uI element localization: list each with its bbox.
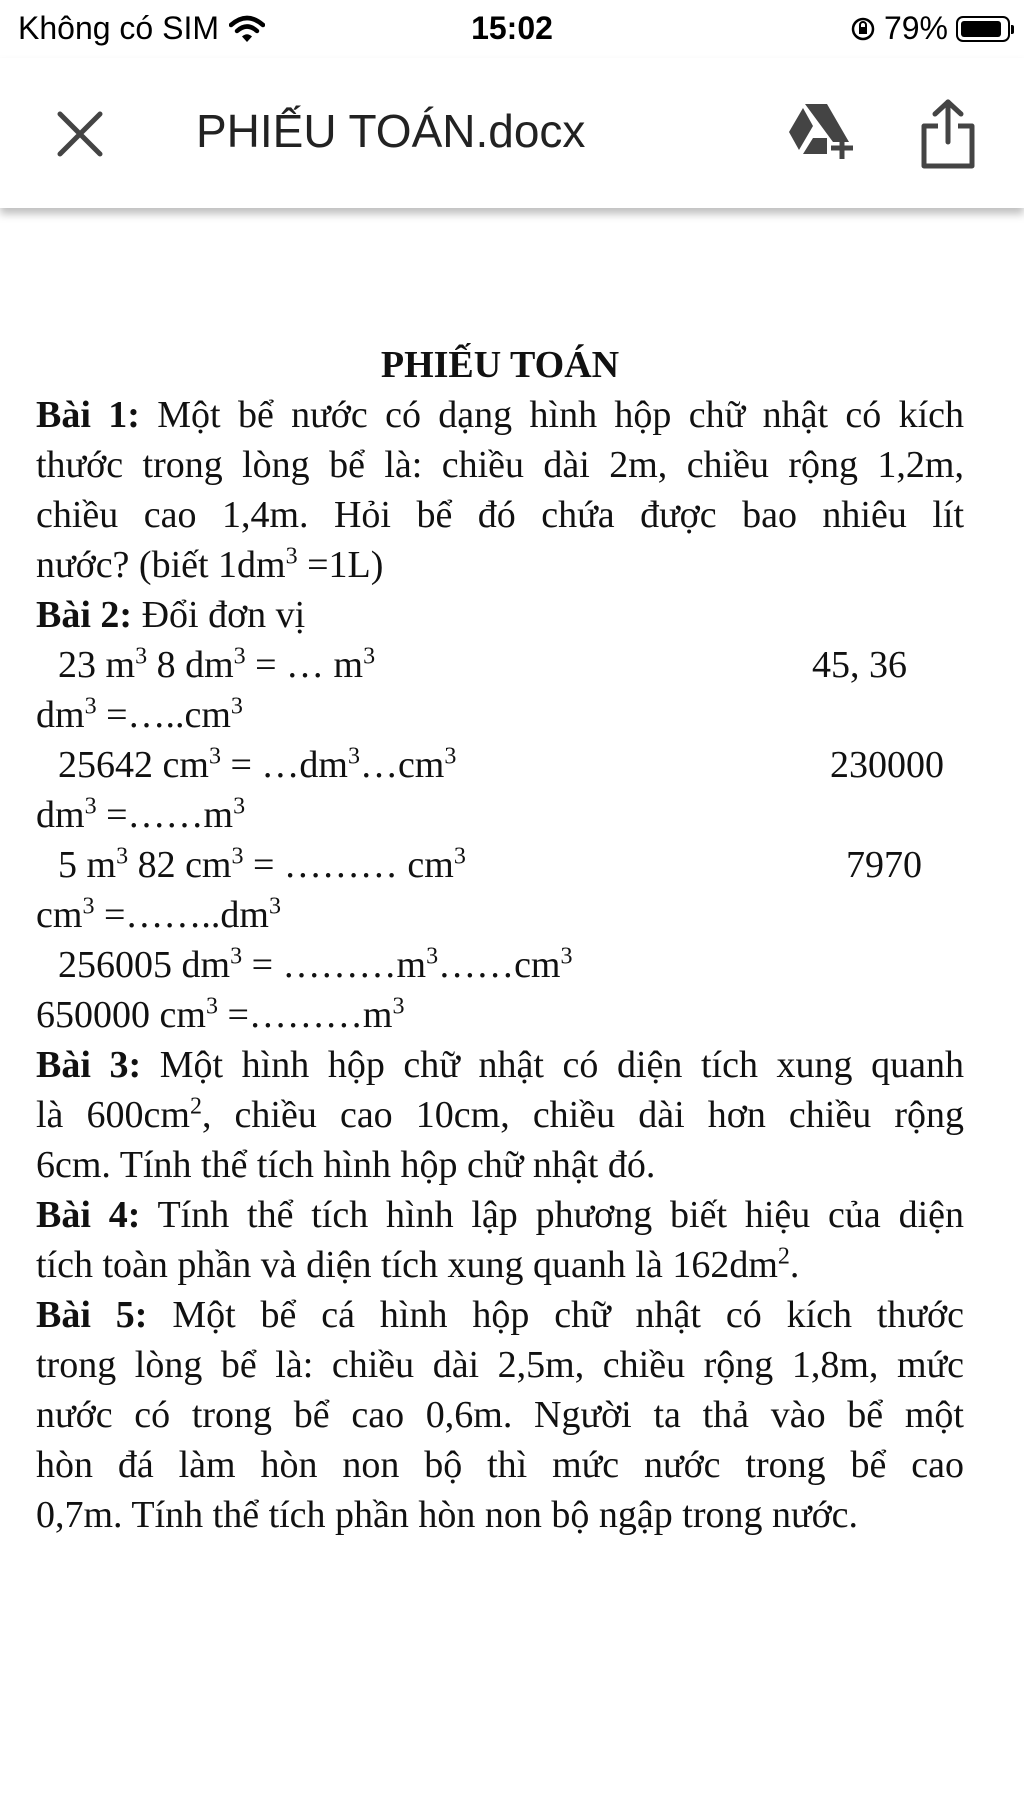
conversion-row: 23 $m^3$ 8 $dm^3$ = … $m^3$ 45, 36 xyxy=(36,640,964,690)
conversion-row: 650000 $cm^3$ $=\dots\dots\dots m^3$ xyxy=(36,993,405,1036)
exercise-5-line: trong lòng bể là: chiều dài 2,5m, chiều rộng 1,8m, mức xyxy=(36,1344,964,1386)
exercise-1-label: Bài 1: xyxy=(36,394,140,436)
exercise-5-line: Bài 5: Một bể cá hình hộp chữ nhật có kích thước xyxy=(36,1294,964,1336)
status-time: 15:02 xyxy=(471,10,553,46)
conversion-right-value: 230000 xyxy=(830,744,944,786)
conversion-right-value: 45, 36 xyxy=(812,644,907,686)
exercise-1-line: Bài 1: Một bể nước có dạng hình hộp chữ nhật có kích xyxy=(36,394,965,436)
conversion-row: 25642 $cm^3$ = $\dots dm^3\dots cm^3$ 230000 xyxy=(36,740,964,790)
conversion-row: $dm^3$ $=\dots..cm^3$ xyxy=(36,693,243,736)
exercise-5-line: hòn đá làm hòn non bộ thì mức nước trong bể cao xyxy=(36,1444,964,1486)
exercise-5-line: 0,7m. Tính thể tích phần hòn non bộ ngập trong nước. xyxy=(36,1494,859,1536)
carrier-label: Không có SIM xyxy=(18,10,219,46)
exercise-4-line: Bài 4: Tính thể tích hình lập phương biết hiệu của diện xyxy=(36,1194,964,1236)
exercise-1-line: nước? (biết $1dm^3 =1L$) xyxy=(36,543,384,586)
conversion-row: 256005 $dm^3$ = $\dots\dots\dots m^3\dots\dots cm^3$ xyxy=(58,943,573,986)
conversion-row: $dm^3$ $=\dots\dots m^3$ xyxy=(36,793,246,836)
exercise-1-line: chiều cao 1,4m. Hỏi bể đó chứa được bao nhiêu lít xyxy=(36,494,964,536)
exercise-2-label: Bài 2: xyxy=(36,594,133,636)
battery-percent: 79% xyxy=(883,10,948,46)
document-toolbar xyxy=(0,58,1024,208)
exercise-3-label: Bài 3: xyxy=(36,1044,142,1086)
battery-icon xyxy=(956,16,1010,42)
exercise-3-line: là $600cm^2$, chiều cao 10cm, chiều dài hơn chiều rộng xyxy=(36,1093,964,1136)
add-to-drive-icon[interactable] xyxy=(783,98,853,168)
exercise-4-label: Bài 4: xyxy=(36,1194,141,1236)
orientation-lock-icon xyxy=(850,16,876,42)
exercise-3-line: Bài 3: Một hình hộp chữ nhật có diện tích xung quanh xyxy=(36,1044,964,1086)
conversion-right-value: 7970 xyxy=(846,844,922,886)
status-bar xyxy=(0,0,1024,58)
exercise-5-line: nước có trong bể cao 0,6m. Người ta thả vào bể một xyxy=(36,1394,964,1436)
document-title: PHIẾU TOÁN.docx xyxy=(196,105,586,157)
exercise-1-line: thước trong lòng bể là: chiều dài 2m, chiều rộng 1,2m, xyxy=(36,444,964,486)
status-right-group xyxy=(850,10,1010,47)
conversion-row: $cm^3$ $=\dots\dots..dm^3$ xyxy=(36,893,281,936)
conversion-row: 5 $m^3$ 82 $cm^3$ = ……… $cm^3$ 7970 xyxy=(36,840,964,890)
exercise-5-label: Bài 5: xyxy=(36,1294,148,1336)
exercise-2-heading: Bài 2: Đổi đơn vị xyxy=(36,594,306,636)
share-icon[interactable] xyxy=(918,98,978,170)
document-page xyxy=(36,340,964,1540)
exercise-3-line: 6cm. Tính thể tích hình hộp chữ nhật đó. xyxy=(36,1144,656,1186)
exercise-4-line: tích toàn phần và diện tích xung quanh là $162dm^2$. xyxy=(36,1243,800,1286)
page-title: PHIẾU TOÁN xyxy=(380,344,620,386)
close-icon[interactable] xyxy=(52,106,108,162)
